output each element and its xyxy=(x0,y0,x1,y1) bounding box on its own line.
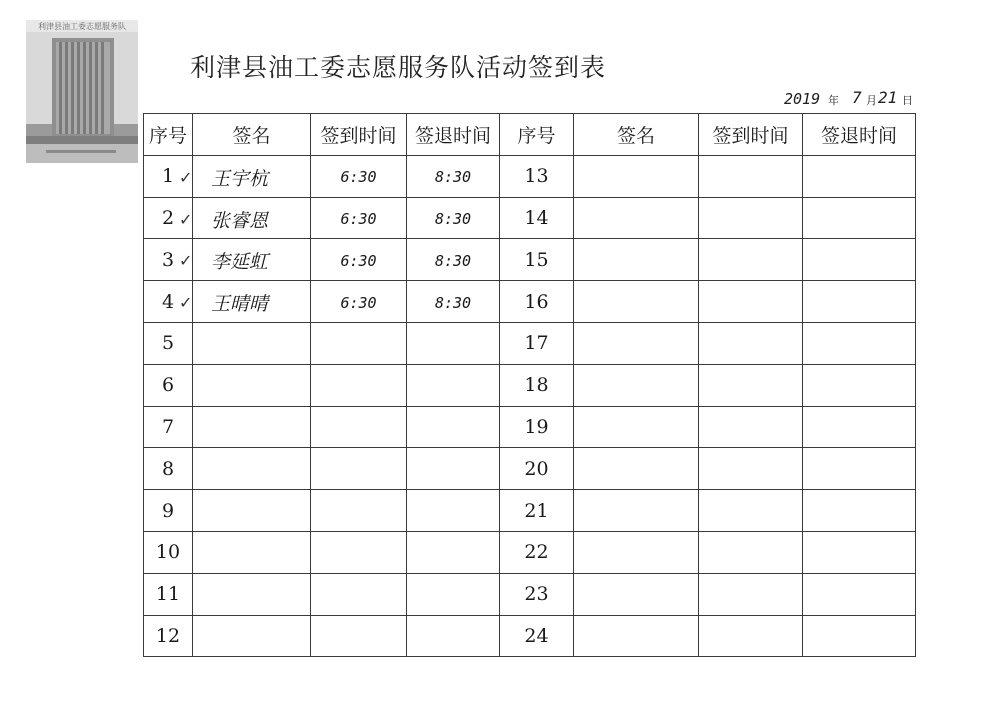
signature-cell-right[interactable] xyxy=(574,573,699,615)
checkout-cell-right[interactable] xyxy=(803,490,916,532)
header-seq: 序号 xyxy=(144,114,193,156)
seq-cell: 4 xyxy=(144,281,193,323)
seq-cell-right: 21 xyxy=(500,490,574,532)
header-sign: 签名 xyxy=(193,114,311,156)
checkin-cell[interactable] xyxy=(311,531,407,573)
checkout-cell-right[interactable] xyxy=(803,322,916,364)
seq-cell-right: 16 xyxy=(500,281,574,323)
checkin-cell-right[interactable] xyxy=(699,281,803,323)
signature-cell-right[interactable] xyxy=(574,281,699,323)
date-year-unit: 年 xyxy=(828,94,839,107)
date-day-unit: 日 xyxy=(902,94,913,107)
seq-cell: 12 xyxy=(144,615,193,657)
checkin-cell[interactable] xyxy=(311,197,407,239)
checkout-cell-right[interactable] xyxy=(803,573,916,615)
seq-cell-right: 15 xyxy=(500,239,574,281)
checkout-cell-right[interactable] xyxy=(803,406,916,448)
checkout-cell[interactable] xyxy=(407,573,500,615)
checkin-cell-right[interactable] xyxy=(699,239,803,281)
logo-caption: 利津县油工委志愿服务队 xyxy=(38,22,126,31)
checkout-time: 8:30 xyxy=(434,293,472,312)
checkout-cell[interactable] xyxy=(407,406,500,448)
checkout-cell[interactable] xyxy=(407,531,500,573)
signature-cell-right[interactable] xyxy=(574,364,699,406)
seq-cell-right: 19 xyxy=(500,406,574,448)
signin-table xyxy=(143,113,916,657)
building-icon xyxy=(26,20,138,163)
checkout-time: 8:30 xyxy=(434,209,472,228)
signature-cell[interactable] xyxy=(193,448,311,490)
signature-cell[interactable] xyxy=(193,573,311,615)
header-checkout: 签退时间 xyxy=(407,114,500,156)
checkout-cell-right[interactable] xyxy=(803,448,916,490)
signature-cell[interactable] xyxy=(179,239,311,281)
table-row xyxy=(144,281,916,323)
checkin-cell-right[interactable] xyxy=(699,155,803,197)
checkin-cell[interactable] xyxy=(311,573,407,615)
table-row xyxy=(144,239,916,281)
checkin-cell[interactable] xyxy=(311,239,407,281)
signature-cell[interactable] xyxy=(193,406,311,448)
page-title: 利津县油工委志愿服务队活动签到表 xyxy=(190,53,607,82)
checkin-cell-right[interactable] xyxy=(699,615,803,657)
signature-cell-right[interactable] xyxy=(574,615,699,657)
table-row xyxy=(144,197,916,239)
signature-cell[interactable] xyxy=(193,322,311,364)
date-year: 2019 xyxy=(784,90,821,108)
seq-cell: 9 xyxy=(144,490,193,532)
checkin-cell[interactable] xyxy=(311,155,407,197)
signature-cell[interactable] xyxy=(193,490,311,532)
checkout-cell-right[interactable] xyxy=(803,531,916,573)
seq-cell-right: 13 xyxy=(500,155,574,197)
checkout-cell-right[interactable] xyxy=(803,239,916,281)
checkout-cell[interactable] xyxy=(407,155,500,197)
signature-cell[interactable] xyxy=(193,364,311,406)
logo-image xyxy=(26,20,138,163)
checkin-cell-right[interactable] xyxy=(699,573,803,615)
checkin-cell-right[interactable] xyxy=(699,531,803,573)
checkin-cell[interactable] xyxy=(311,364,407,406)
seq-cell-right: 22 xyxy=(500,531,574,573)
table-row xyxy=(144,448,916,490)
header-checkout-right: 签退时间 xyxy=(803,114,916,156)
seq-cell: 1 xyxy=(144,155,193,197)
checkin-time: 6:30 xyxy=(340,293,377,312)
signature-text: 王晴晴 xyxy=(211,293,269,316)
seq-cell: 3 xyxy=(144,239,193,281)
date-month-unit: 月 xyxy=(866,94,877,107)
table-row xyxy=(144,155,916,197)
seq-cell-right: 24 xyxy=(500,615,574,657)
signature-cell[interactable] xyxy=(179,155,311,197)
header-row xyxy=(144,114,916,156)
checkin-cell[interactable] xyxy=(311,322,407,364)
checkin-time: 6:30 xyxy=(340,168,377,187)
signature-text: 王宇杭 xyxy=(211,167,269,190)
seq-cell-right: 20 xyxy=(500,448,574,490)
checkin-cell[interactable] xyxy=(311,615,407,657)
header-seq-right: 序号 xyxy=(500,114,574,156)
table-row xyxy=(144,573,916,615)
seq-cell-right: 23 xyxy=(500,573,574,615)
header-sign-right: 签名 xyxy=(574,114,699,156)
signature-cell-right[interactable] xyxy=(574,531,699,573)
signature-cell[interactable] xyxy=(179,281,311,323)
header-checkin-right: 签到时间 xyxy=(699,114,803,156)
signature-cell-right[interactable] xyxy=(574,322,699,364)
checkin-cell[interactable] xyxy=(311,406,407,448)
checkin-time: 6:30 xyxy=(340,251,377,270)
seq-cell: 6 xyxy=(144,364,193,406)
checkin-cell-right[interactable] xyxy=(699,490,803,532)
checkout-cell[interactable] xyxy=(407,322,500,364)
checkout-cell-right[interactable] xyxy=(803,197,916,239)
checkin-cell[interactable] xyxy=(311,490,407,532)
signature-cell[interactable] xyxy=(179,197,311,239)
checkout-cell-right[interactable] xyxy=(803,155,916,197)
checkin-cell-right[interactable] xyxy=(699,197,803,239)
checkin-cell-right[interactable] xyxy=(699,406,803,448)
check-mark-icon: ✓ xyxy=(179,293,193,313)
checkin-cell-right[interactable] xyxy=(699,448,803,490)
checkout-cell[interactable] xyxy=(407,615,500,657)
table-row xyxy=(144,531,916,573)
check-mark-icon: ✓ xyxy=(179,209,193,229)
signature-cell-right[interactable] xyxy=(574,239,699,281)
checkin-time: 6:30 xyxy=(340,209,377,228)
checkout-cell-right[interactable] xyxy=(803,615,916,657)
checkin-cell-right[interactable] xyxy=(699,322,803,364)
table-row xyxy=(144,406,916,448)
checkin-cell[interactable] xyxy=(311,281,407,323)
checkout-cell[interactable] xyxy=(407,364,500,406)
check-mark-icon: ✓ xyxy=(179,251,193,271)
checkout-cell[interactable] xyxy=(407,490,500,532)
checkout-time: 8:30 xyxy=(434,251,472,270)
signature-cell-right[interactable] xyxy=(574,155,699,197)
seq-cell: 11 xyxy=(144,573,193,615)
checkout-cell-right[interactable] xyxy=(803,364,916,406)
checkout-time: 8:30 xyxy=(434,168,472,187)
table-row xyxy=(144,490,916,532)
seq-cell-right: 18 xyxy=(500,364,574,406)
seq-cell: 7 xyxy=(144,406,193,448)
table-row xyxy=(144,364,916,406)
checkin-cell-right[interactable] xyxy=(699,364,803,406)
checkout-cell-right[interactable] xyxy=(803,281,916,323)
seq-cell-right: 14 xyxy=(500,197,574,239)
seq-cell: 10 xyxy=(144,531,193,573)
signature-cell-right[interactable] xyxy=(574,448,699,490)
check-mark-icon: ✓ xyxy=(179,167,193,187)
checkout-cell[interactable] xyxy=(407,281,500,323)
seq-cell: 8 xyxy=(144,448,193,490)
table-row xyxy=(144,615,916,657)
header-checkin: 签到时间 xyxy=(311,114,407,156)
signature-text: 张睿恩 xyxy=(211,209,269,232)
signature-cell[interactable] xyxy=(193,531,311,573)
checkout-cell[interactable] xyxy=(407,448,500,490)
signature-cell[interactable] xyxy=(193,615,311,657)
checkin-cell[interactable] xyxy=(311,448,407,490)
date-month: 7 xyxy=(852,88,862,107)
date-day: 21 xyxy=(878,88,898,107)
signature-cell-right[interactable] xyxy=(574,197,699,239)
checkout-cell[interactable] xyxy=(407,239,500,281)
checkout-cell[interactable] xyxy=(407,197,500,239)
seq-cell: 5 xyxy=(144,322,193,364)
signature-cell-right[interactable] xyxy=(574,490,699,532)
signature-cell-right[interactable] xyxy=(574,406,699,448)
date-line xyxy=(784,88,924,110)
table-row xyxy=(144,322,916,364)
seq-cell: 2 xyxy=(144,197,193,239)
seq-cell-right: 17 xyxy=(500,322,574,364)
signature-text: 李延虹 xyxy=(211,251,269,274)
